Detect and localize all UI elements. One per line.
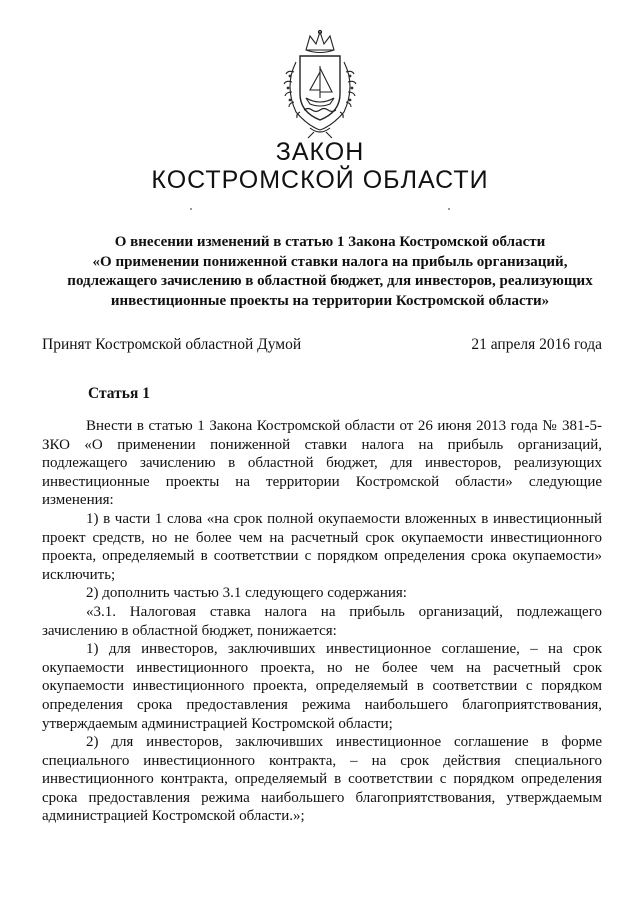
- paragraph: «3.1. Налоговая ставка налога на прибыль организаций, подлежащего зачислению в областной бюджет, понижается:: [42, 603, 602, 639]
- region-title: КОСТРОМСКОЙ ОБЛАСТИ: [151, 166, 489, 194]
- law-subject: [60, 233, 600, 311]
- subject-line: «О применении пониженной ставки налога на прибыль организаций,: [92, 253, 568, 270]
- paragraph: 2) для инвесторов, заключивших инвестиционное соглашение в форме специального инвестиционного контракта, – на срок действия специального инвестиционного контракта, определяемый в соответствии с порядком определения срока предоставления режима наибольшего благоприятствования, утверждаемым администрацией Костромской области.»;: [42, 734, 602, 825]
- law-title: ЗАКОН: [275, 138, 365, 166]
- paragraph: 2) дополнить частью 3.1 следующего содержания:: [86, 585, 407, 602]
- article-body: [42, 417, 602, 826]
- subject-line: подлежащего зачислению в областной бюджет, для инвесторов, реализующих: [67, 273, 593, 289]
- adopted-by: Принят Костромской областной Думой: [42, 336, 302, 353]
- subject-line: инвестиционные проекты на территории Костромской области»: [110, 292, 550, 309]
- scan-speck: [448, 208, 450, 210]
- paragraph: Внести в статью 1 Закона Костромской области от 26 июня 2013 года № 381-5-ЗКО «О применении пониженной ставки налога на прибыль организаций, подлежащего зачислению в областной бюджет, для инвесторов, реализующих инвестиционные проекты на территории Костромской области» следующие изменения:: [42, 418, 602, 509]
- adoption-date: 21 апреля 2016 года: [471, 336, 602, 353]
- article-heading: Статья 1: [88, 385, 150, 402]
- paragraph: 1) в части 1 слова «на срок полной окупаемости вложенных в инвестиционный проект средств, но не более чем на расчетный срок окупаемости инвестиционного проекта, определяемый в соответствии с порядком определения срока окупаемости» исключить;: [42, 510, 602, 583]
- adoption-line: [42, 336, 602, 354]
- paragraph: 1) для инвесторов, заключивших инвестиционное соглашение, – на срок окупаемости инвестиционного проекта, но не более чем на расчетный срок окупаемости инвестиционного проекта, определяемый в соответствии с порядком определения срока предоставления режима наибольшего благоприятствования, утверждаемым администрацией Костромской области;: [42, 641, 602, 732]
- scan-speck: [190, 208, 192, 210]
- kostroma-coat-of-arms-icon: [270, 28, 370, 140]
- subject-line: О внесении изменений в статью 1 Закона Костромской области: [114, 234, 546, 250]
